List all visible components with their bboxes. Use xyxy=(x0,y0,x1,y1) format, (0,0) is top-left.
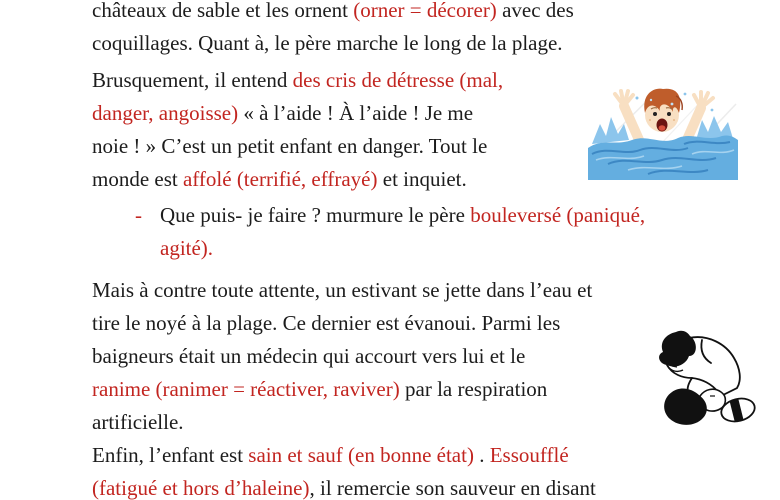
text-line xyxy=(92,130,503,163)
body-text: , il remercie son sauveur en disant xyxy=(309,476,596,500)
body-text: Brusquement, il entend xyxy=(92,68,293,92)
body-text: et inquiet. xyxy=(377,167,467,191)
paragraph-brusquement xyxy=(92,64,503,196)
vocabulary-highlight: bouleversé (paniqué, xyxy=(470,203,646,227)
vocabulary-highlight: Essoufflé xyxy=(489,443,569,467)
body-text: artificielle. xyxy=(92,410,184,434)
text-line xyxy=(92,340,592,373)
list-bullet-dash: - xyxy=(135,203,142,227)
paragraph-chateaux xyxy=(92,0,574,60)
text-line xyxy=(92,373,592,406)
body-text: Enfin, l’enfant est xyxy=(92,443,249,467)
paragraph-enfin xyxy=(92,439,596,500)
text-line xyxy=(92,439,596,472)
body-text: coquillages. Quant à, le père marche le long de la plage. xyxy=(92,31,563,55)
body-text: . xyxy=(473,443,490,467)
vocabulary-highlight: ranime (ranimer = réactiver, raviver) xyxy=(92,377,400,401)
body-text: par la respiration xyxy=(399,377,548,401)
drowning-child-illustration xyxy=(588,84,738,180)
vocabulary-highlight: agité). xyxy=(160,236,214,260)
text-line xyxy=(92,406,592,439)
body-text: châteaux de sable et les ornent xyxy=(92,0,354,22)
vocabulary-highlight: (orner = décorer) xyxy=(353,0,497,22)
body-text: avec des xyxy=(496,0,574,22)
body-text: Mais à contre toute attente, un estivant se jette dans l’eau et xyxy=(92,278,593,302)
dialogue-text xyxy=(160,199,645,265)
body-text: monde est xyxy=(92,167,183,191)
body-text: noie ! » C’est un petit enfant en danger. Tout le xyxy=(92,134,488,158)
vocabulary-highlight: des cris de détresse (mal, xyxy=(292,68,504,92)
text-line xyxy=(92,97,503,130)
vocabulary-highlight: sain et sauf (en bonne état) xyxy=(248,443,474,467)
text-line xyxy=(92,274,592,307)
text-line xyxy=(160,199,645,232)
text-line xyxy=(92,472,596,500)
vocabulary-highlight: danger, angoisse) xyxy=(92,101,239,125)
body-text: Que puis- je faire ? murmure le père xyxy=(160,203,471,227)
text-line xyxy=(160,232,645,265)
text-line xyxy=(92,27,574,60)
vocabulary-highlight: affolé (terrifié, effrayé) xyxy=(182,167,378,191)
text-line xyxy=(92,307,592,340)
text-line xyxy=(92,0,574,27)
text-line xyxy=(92,64,503,97)
vocabulary-highlight: (fatigué et hors d’haleine) xyxy=(92,476,310,500)
body-text: tire le noyé à la plage. Ce dernier est évanoui. Parmi les xyxy=(92,311,561,335)
cpr-rescue-breathing-illustration xyxy=(642,326,766,434)
paragraph-mais xyxy=(92,274,592,439)
paragraph-dialogue-bullet xyxy=(135,199,645,265)
text-line xyxy=(92,163,503,196)
body-text: baigneurs était un médecin qui accourt vers lui et le xyxy=(92,344,526,368)
body-text: « à l’aide ! À l’aide ! Je me xyxy=(238,101,474,125)
